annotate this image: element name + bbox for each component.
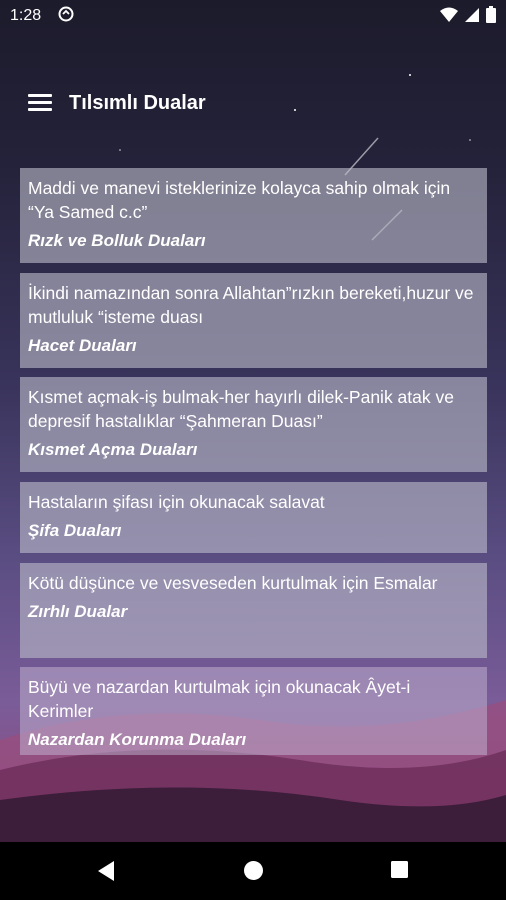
recents-square-icon[interactable]	[390, 860, 409, 879]
list-item[interactable]	[20, 168, 487, 263]
list-item[interactable]	[20, 482, 487, 553]
card-description: Maddi ve manevi isteklerinize kolayca sahip olmak için “Ya Samed c.c”	[28, 178, 451, 222]
navigation-bar	[0, 842, 506, 900]
signal-icon	[464, 7, 480, 23]
card-category: Kısmet Açma Duaları	[28, 440, 198, 459]
card-category: Nazardan Korunma Duaları	[28, 730, 247, 749]
app-bar	[0, 80, 506, 130]
status-time: 1:28	[10, 7, 42, 24]
card-description: Büyü ve nazardan kurtulmak için okunacak Âyet-i Kerimler	[28, 677, 411, 721]
list-item[interactable]	[20, 563, 487, 658]
page-title: Tılsımlı Dualar	[69, 92, 206, 114]
card-category: Şifa Duaları	[28, 521, 122, 540]
sync-icon	[58, 6, 74, 22]
list-item[interactable]	[20, 667, 487, 755]
card-description: Kötü düşünce ve vesveseden kurtulmak için Esmalar	[28, 573, 438, 593]
card-description: İkindi namazından sonra Allahtan”rızkın bereketi,huzur ve mutluluk “isteme duası	[28, 283, 474, 327]
card-category: Hacet Duaları	[28, 336, 137, 355]
wifi-icon	[440, 7, 458, 23]
card-description: Hastaların şifası için okunacak salavat	[28, 492, 325, 512]
list-item[interactable]	[20, 377, 487, 472]
card-category: Zırhlı Dualar	[28, 602, 128, 621]
list-item[interactable]	[20, 273, 487, 368]
card-description: Kısmet açmak-iş bulmak-her hayırlı dilek-Panik atak ve depresif hastalıklar “Şahmeran Duası”	[28, 387, 454, 431]
battery-icon	[486, 6, 496, 23]
hamburger-menu-icon[interactable]	[28, 94, 52, 114]
status-bar	[0, 0, 506, 32]
card-category: Rızk ve Bolluk Duaları	[28, 231, 206, 250]
back-triangle-icon[interactable]	[96, 860, 116, 882]
home-circle-icon[interactable]	[243, 860, 264, 881]
